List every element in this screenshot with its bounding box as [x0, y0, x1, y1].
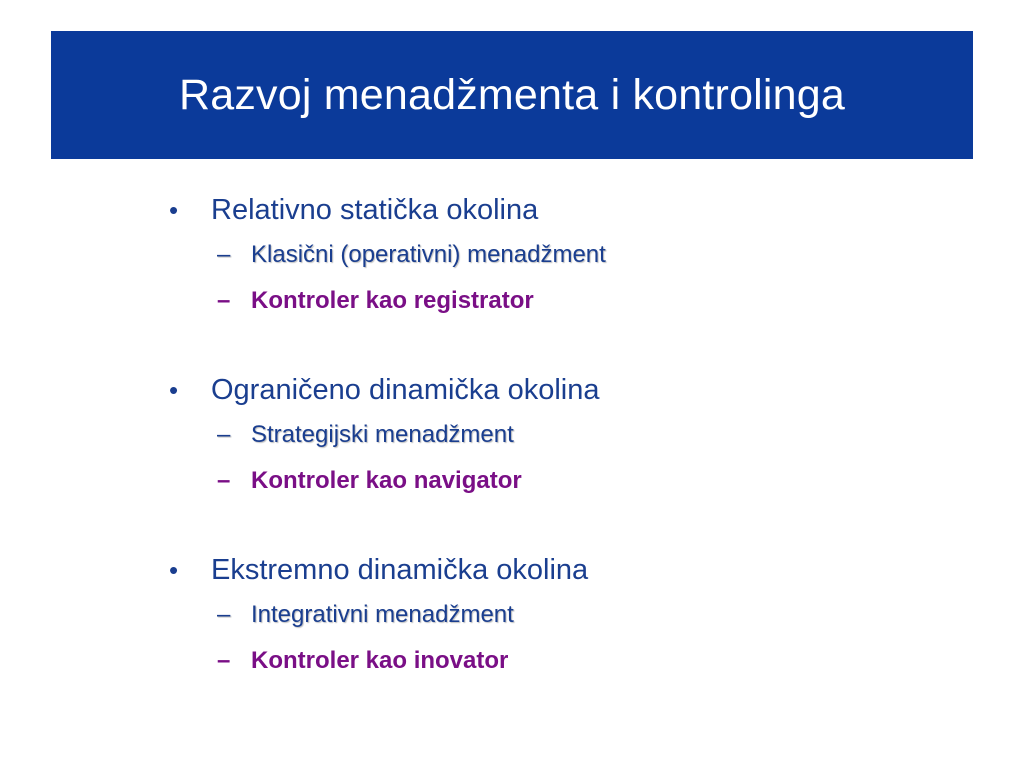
bullet-item — [165, 548, 965, 592]
sub-item-text: Kontroler kao navigator — [251, 467, 522, 494]
sub-item-text: Integrativni menadžment — [251, 601, 514, 628]
dash-marker: – — [217, 241, 231, 268]
sub-item — [165, 278, 965, 324]
slide-content — [165, 188, 965, 728]
sub-item-text: Kontroler kao registrator — [251, 287, 534, 314]
sub-item — [165, 232, 965, 278]
sub-item — [165, 592, 965, 638]
bullet-marker: • — [169, 195, 179, 225]
dash-marker: – — [217, 287, 231, 314]
bullet-group-limited-dynamic — [165, 368, 965, 504]
dash-marker: – — [217, 421, 231, 448]
title-bar — [51, 31, 973, 159]
sub-item — [165, 458, 965, 504]
bullet-marker: • — [169, 555, 179, 585]
bullet-heading: Ograničeno dinamička okolina — [211, 374, 600, 406]
bullet-item — [165, 368, 965, 412]
slide-title: Razvoj menadžmenta i kontrolinga — [178, 70, 846, 119]
sub-item-text: Kontroler kao inovator — [251, 647, 509, 674]
bullet-heading: Ekstremno dinamička okolina — [211, 554, 589, 586]
dash-marker: – — [217, 647, 231, 674]
sub-item — [165, 638, 965, 684]
dash-marker: – — [217, 467, 231, 494]
bullet-item — [165, 188, 965, 232]
sub-item-text: Strategijski menadžment — [251, 421, 514, 448]
bullet-marker: • — [169, 375, 179, 405]
sub-item — [165, 412, 965, 458]
bullet-group-extreme-dynamic — [165, 548, 965, 684]
dash-marker: – — [217, 601, 231, 628]
bullet-heading: Relativno statička okolina — [211, 194, 539, 226]
bullet-group-static — [165, 188, 965, 324]
sub-item-text: Klasični (operativni) menadžment — [251, 241, 606, 268]
